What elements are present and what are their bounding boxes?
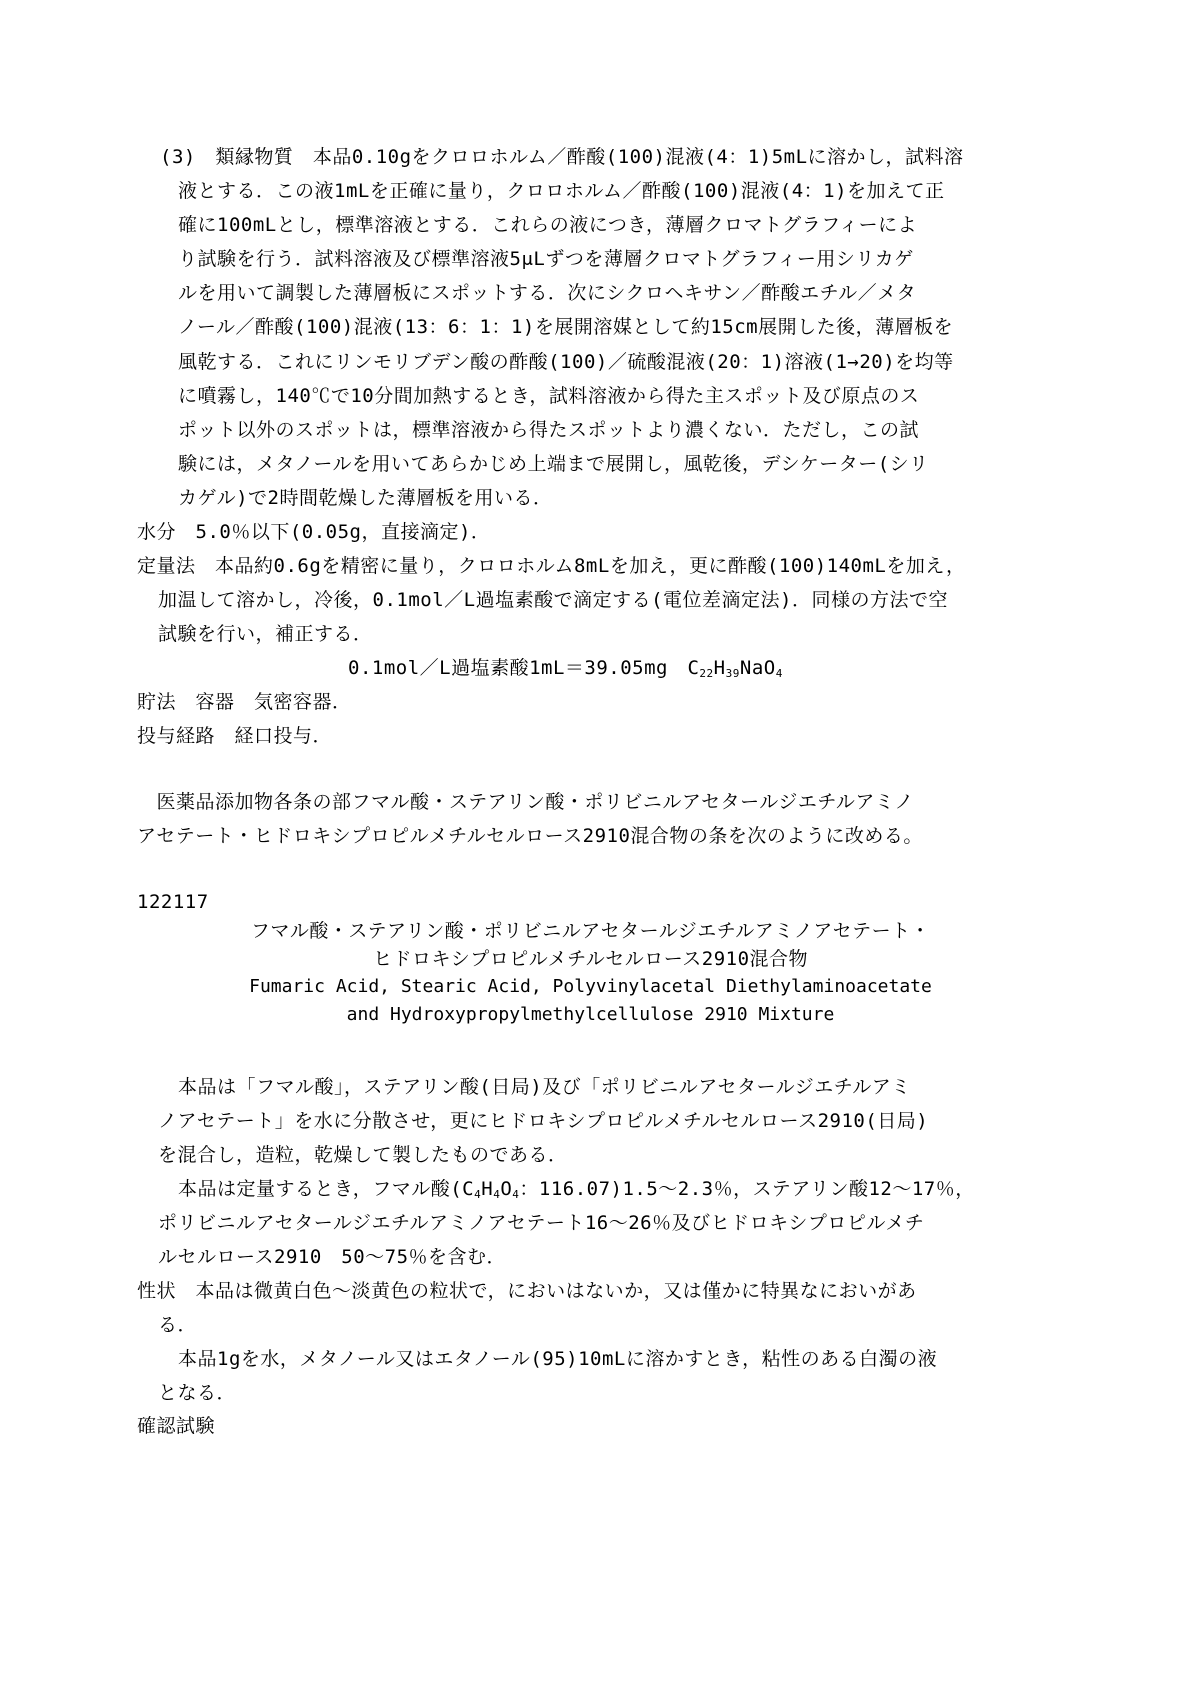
text-line: 加温して溶かし，冷後，0.1mol／L過塩素酸で滴定する(電位差滴定法)．同様の方法で空 [158,589,948,611]
text-line: ポット以外のスポットは，標準溶液から得たスポットより濃くない．ただし，この試 [178,419,920,441]
assay-equation [348,656,783,686]
text-line: カゲル)で2時間乾燥した薄層板を用いる． [178,487,553,509]
text: 本品は定量するとき，フマル酸(C [178,1178,475,1200]
text: H [481,1178,494,1200]
text-line [178,1177,975,1207]
water-content: 水分 5.0％以下(0.05g，直接滴定)． [137,521,491,543]
administration-route: 投与経路 経口投与． [137,725,333,747]
text-line: 液とする．この液1mLを正確に量り，クロロホルム／酢酸(100)混液(4：1)を加えて正 [178,180,945,202]
text-line: に噴霧し，140℃で10分間加熱するとき，試料溶液から得た主スポット及び原点のス [178,385,920,407]
sub: 4 [474,1188,482,1201]
formula: NaO [739,657,776,679]
text-line: ルセルロース2910 50～75％を含む． [158,1246,507,1268]
text-line: 性状 本品は微黄白色～淡黄色の粒状で，においはないか，又は僅かに特異なにおいがあ [137,1280,917,1302]
identification-heading: 確認試験 [137,1415,216,1437]
title-en: and Hydroxypropylmethylcellulose 2910 Mixture [346,1004,835,1025]
formula: H [713,657,726,679]
text: ：116.07)1.5～2.3％，ステアリン酸12～17％， [519,1178,975,1200]
title-ja: フマル酸・ステアリン酸・ポリビニルアセタールジエチルアミノアセテート・ [250,920,931,942]
text-line: (3) 類縁物質 本品0.10gをクロロホルム／酢酸(100)混液(4：1)5mLに溶かし，試料溶 [160,146,964,168]
text: O [500,1178,513,1200]
equation-text: 0.1mol／L過塩素酸1mL＝39.05mg [348,657,688,679]
text-line: となる． [158,1382,237,1404]
text-line: を混合し，造粒，乾燥して製したものである． [158,1144,568,1166]
text-line: ノアセテート」を水に分散させ，更にヒドロキシプロピルメチルセルロース2910(日局) [158,1110,929,1132]
text-line: 風乾する．これにリンモリブデン酸の酢酸(100)／硫酸混液(20：1)溶液(1→20)を均等 [178,351,954,373]
text-line: ルを用いて調製した薄層板にスポットする．次にシクロヘキサン／酢酸エチル／メタ [178,282,917,304]
sub: 4 [512,1188,520,1201]
text-line: 試験を行い，補正する． [158,623,373,645]
text-line: 本品1gを水，メタノール又はエタノール(95)10mLに溶かすとき，粘性のある白濁の液 [178,1348,938,1370]
formula: C [687,657,700,679]
amendment-line: 医薬品添加物各条の部フマル酸・ステアリン酸・ポリビニルアセタールジエチルアミノ [137,791,914,813]
text-line: 験には，メタノールを用いてあらかじめ上端まで展開し，風乾後，デシケーター(シリ [178,453,929,475]
text-line: 確に100mLとし，標準溶液とする．これらの液につき，薄層クロマトグラフィーによ [178,214,918,236]
storage: 貯法 容器 気密容器． [137,691,352,713]
sub: 4 [493,1188,501,1201]
formula-sub: 4 [775,667,783,680]
text-line: り試験を行う．試料溶液及び標準溶液5μLずつを薄層クロマトグラフィー用シリカゲ [178,248,914,270]
formula-sub: 22 [699,667,714,680]
text-line: ポリビニルアセタールジエチルアミノアセテート16～26％及びヒドロキシプロピルメチ [158,1212,925,1234]
text-line: る． [158,1314,198,1336]
title-en: Fumaric Acid, Stearic Acid, Polyvinylacetal Diethylaminoacetate [249,976,932,997]
text-line: 定量法 本品約0.6gを精密に量り，クロロホルム8mLを加え，更に酢酸(100)140mLを加え， [137,555,966,577]
amendment-line: アセテート・ヒドロキシプロピルメチルセルロース2910混合物の条を次のように改める。 [137,825,923,847]
title-ja: ヒドロキシプロピルメチルセルロース2910混合物 [372,948,809,970]
formula-sub: 39 [725,667,740,680]
text-line: 本品は「フマル酸」，ステアリン酸(日局)及び「ポリビニルアセタールジエチルアミ [178,1076,911,1098]
text-line: ノール／酢酸(100)混液(13：6：1：1)を展開溶媒として約15cm展開した後，薄層板を [178,316,954,338]
monograph-code: 122117 [137,891,209,913]
